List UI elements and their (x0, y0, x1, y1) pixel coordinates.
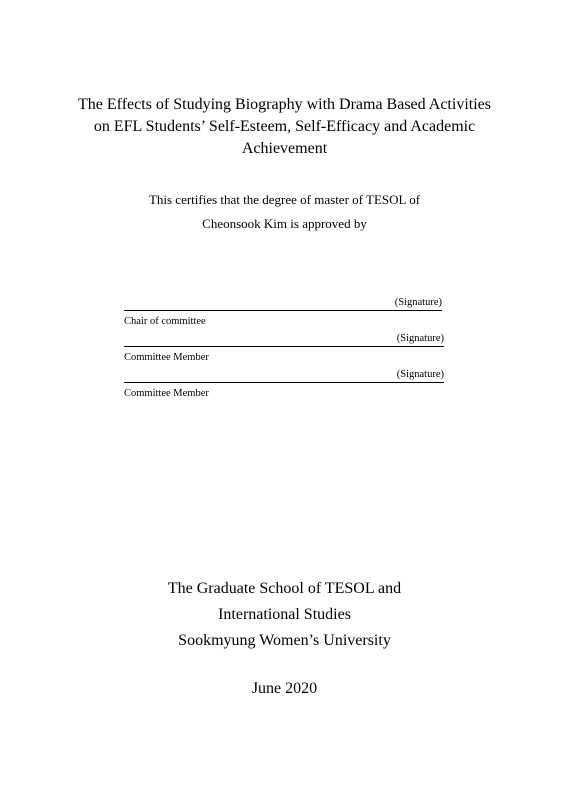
signer-role: Chair of committee (124, 316, 206, 327)
institution-name (40, 576, 529, 654)
signature-label: (Signature) (396, 369, 444, 380)
signer-role: Committee Member (124, 388, 209, 399)
institution-line-2: International Studies (218, 606, 351, 623)
signature-line (124, 368, 444, 383)
thesis-title (40, 94, 529, 160)
thesis-title-line-3: Achievement (241, 140, 328, 157)
signature-line (124, 332, 444, 347)
certification-line-2: Cheonsook Kim is approved by (202, 216, 367, 231)
signature-block-member-2 (124, 368, 444, 400)
certification-statement (40, 188, 529, 236)
signature-label: (Signature) (396, 333, 444, 344)
institution-line-3: Sookmyung Women’s University (178, 632, 391, 649)
signature-block-member-1 (124, 332, 444, 364)
approval-date: June 2020 (251, 680, 318, 697)
signature-label: (Signature) (394, 297, 442, 308)
certification-line-1: This certifies that the degree of master of TESOL of (148, 192, 421, 207)
thesis-title-line-2: on EFL Students’ Self-Esteem, Self-Efficacy and Academic (93, 118, 476, 135)
signer-role: Committee Member (124, 352, 209, 363)
signature-line (124, 296, 442, 311)
signature-block-chair (124, 296, 442, 328)
thesis-title-line-1: The Effects of Studying Biography with Drama Based Activities (78, 96, 491, 113)
institution-line-1: The Graduate School of TESOL and (167, 580, 402, 597)
